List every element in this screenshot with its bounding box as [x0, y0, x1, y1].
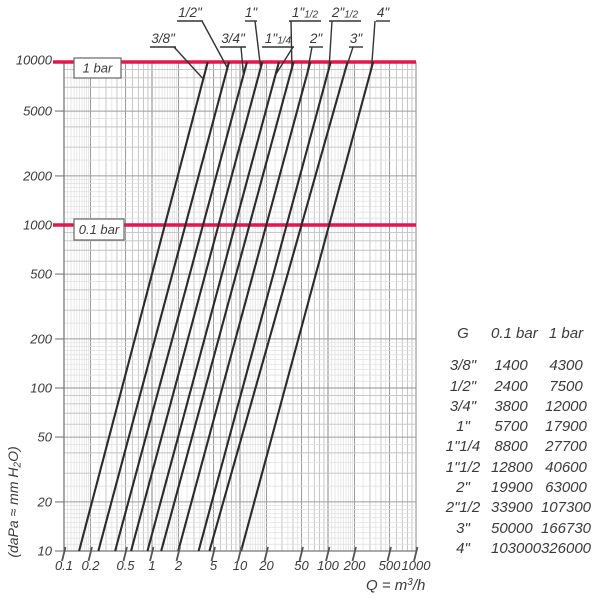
table-cell: 8800: [494, 438, 528, 456]
table-row: [435, 458, 600, 478]
y-tick-label: 50: [37, 429, 52, 445]
x-tick-label: 1000: [401, 558, 431, 573]
table-cell: 107300: [540, 499, 592, 517]
x-tick-label: 10: [232, 558, 248, 573]
x-tick-label: 2: [174, 558, 183, 573]
curve-label: 1"1/4: [264, 31, 292, 47]
x-tick-label: 5: [209, 558, 218, 573]
table-cell: 5700: [494, 418, 528, 436]
table-row: [435, 498, 600, 518]
x-tick-label: 0.2: [81, 558, 100, 573]
x-tick-label: 50: [294, 558, 309, 573]
y-tick-label: 2000: [23, 168, 52, 184]
y-tick-label: 5000: [23, 103, 52, 119]
table-cell: 1/2": [449, 377, 477, 395]
y-tick-label: 100: [30, 380, 52, 396]
curve-1: [131, 62, 262, 551]
leader-line: [291, 21, 292, 68]
table-header-cell: G: [457, 325, 469, 342]
y-tick-label: 1000: [23, 217, 52, 233]
table-cell: 12000: [545, 397, 587, 415]
table-cell: 50000: [491, 519, 533, 537]
curve-label: 4": [376, 5, 390, 20]
table-header: [435, 324, 600, 344]
y-tick-label: 10000: [15, 52, 52, 68]
table-cell: 1"1/2: [445, 458, 481, 476]
table-cell: 4300: [549, 357, 583, 375]
reference-lines: [53, 58, 416, 240]
table-cell: 2400: [494, 377, 528, 395]
table-cell: 27700: [545, 438, 587, 456]
y-tick-label: 200: [30, 331, 52, 347]
table-cell: 3800: [494, 397, 528, 415]
y-axis-ticks: [16, 53, 64, 559]
table-row: [435, 417, 600, 437]
table-row: [435, 397, 600, 417]
table-cell: 3": [456, 519, 470, 537]
x-tick-label: 200: [343, 558, 366, 573]
curve-label: 3/4": [221, 31, 245, 46]
table-header-cell: 0.1 bar: [491, 325, 538, 342]
curve-2: [178, 62, 310, 551]
x-tick-label: 500: [378, 558, 401, 573]
x-tick-label: 20: [259, 558, 274, 573]
table-cell: 166730: [540, 519, 592, 537]
curve-label: 1": [244, 5, 258, 20]
table-cell: 3/4": [449, 397, 477, 415]
y-axis-title: (daPa ≈ mm H2O): [5, 446, 24, 558]
x-tick-label: 0.1: [54, 558, 74, 573]
table-cell: 326000: [540, 539, 592, 557]
table-cell: 7500: [549, 377, 583, 395]
table-cell: 33900: [491, 499, 533, 517]
table-cell: 2": [456, 479, 470, 497]
curve-label: 2": [309, 31, 323, 46]
ref-label: 0.1 bar: [78, 222, 120, 237]
x-tick-label: 100: [317, 558, 339, 573]
table-cell: 1"1/4: [445, 438, 481, 456]
x-axis-title: $Q = m^3/h$: [366, 577, 426, 594]
table-cell: 1": [456, 418, 470, 436]
curve-label: 2"1/2: [331, 5, 359, 21]
curve-3: [209, 62, 347, 551]
grid: [64, 62, 416, 551]
curve-label: 3/8": [151, 31, 175, 46]
y-tick-label: 20: [37, 494, 52, 510]
table-cell: 63000: [545, 479, 587, 497]
table-cell: 4": [456, 539, 470, 557]
table-cell: 19900: [491, 479, 533, 497]
curve-4: [241, 62, 373, 551]
flow-table: [435, 324, 600, 559]
table-row: [435, 539, 600, 559]
table-cell: 12800: [491, 458, 533, 476]
table-header-cell: 1 bar: [548, 325, 584, 342]
table-row: [435, 519, 600, 539]
x-tick-label: 0.5: [116, 558, 135, 573]
ref-label: 1 bar: [82, 60, 113, 76]
table-row: [435, 437, 600, 457]
table-cell: 17900: [545, 418, 587, 436]
curve-label: 1/2": [178, 5, 202, 20]
table-cell: 103000: [491, 539, 542, 557]
table-cell: 1400: [494, 357, 528, 375]
table-cell: 40600: [545, 458, 587, 476]
curve-label: 3": [349, 31, 363, 46]
table-cell: 3/8": [449, 357, 477, 375]
y-tick-label: 10: [37, 543, 52, 559]
y-tick-label: 500: [30, 266, 52, 282]
curve-label: 1"1/2: [291, 5, 319, 21]
table-row: [435, 356, 600, 376]
table-row: [435, 377, 600, 397]
table-row: [435, 478, 600, 498]
x-tick-label: 1: [148, 558, 156, 573]
table-cell: 2"1/2: [445, 499, 481, 517]
